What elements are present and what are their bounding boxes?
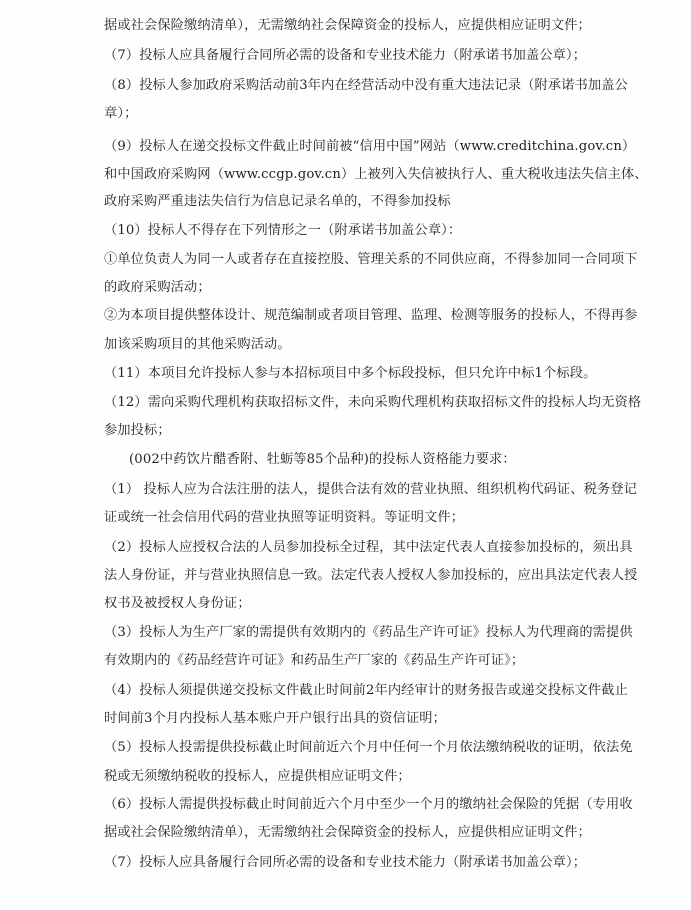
text-line: 政府采购严重违法失信行为信息记录名单的，不得参加投标 xyxy=(104,194,451,209)
text-line: （11）本项目允许投标人参与本招标项目中多个标段投标，但只允许中标1个标段。 xyxy=(104,366,597,381)
text-line: （10）投标人不得存在下列情形之一（附承诺书加盖公章）： xyxy=(104,223,462,238)
text-line: （7）投标人应具备履行合同所必需的设备和专业技术能力（附承诺书加盖公章）； xyxy=(104,855,587,870)
text-line: 据或社会保险缴纳清单），无需缴纳社会保障资金的投标人，应提供相应证明文件； xyxy=(104,18,591,33)
text-line: （4）投标人须提供递交投标文件截止时间前2年内经审计的财务报告或递交投标文件截止 xyxy=(104,683,628,698)
text-line: ①单位负责人为同一人或者存在直接控股、管理关系的不同供应商，不得参加同一合同项下 xyxy=(104,252,638,267)
text-line: （1） 投标人应为合法注册的法人，提供合法有效的营业执照、组织机构代码证、税务登记 xyxy=(104,482,638,497)
text-line: 证或统一社会信用代码的营业执照等证明资料。等证明文件； xyxy=(104,510,465,525)
text-line: 加该采购项目的其他采购活动。 xyxy=(104,337,291,352)
text-line: 和中国政府采购网（www.ccgp.gov.cn）上被列入失信被执行人、重大税收违法失信主体、 xyxy=(104,167,648,182)
text-line: （2）投标人应授权合法的人员参加投标全过程，其中法定代表人直接参加投标的，须出具 xyxy=(104,540,633,555)
text-line: 章）； xyxy=(104,106,138,121)
text-line: （5）投标人投需提供投标截止时间前近六个月中任何一个月依法缴纳税收的证明，依法免 xyxy=(104,740,633,755)
text-line: （7）投标人应具备履行合同所必需的设备和专业技术能力（附承诺书加盖公章）； xyxy=(104,48,587,63)
text-line: 法人身份证，并与营业执照信息一致。法定代表人授权人参加投标的，应出具法定代表人授 xyxy=(104,568,638,583)
text-line: 参加投标； xyxy=(104,423,171,438)
text-line: （3）投标人为生产厂家的需提供有效期内的《药品生产许可证》投标人为代理商的需提供 xyxy=(104,625,633,640)
text-line: 权书及被授权人身份证； xyxy=(104,596,251,611)
text-line: 税或无须缴纳税收的投标人，应提供相应证明文件； xyxy=(104,769,411,784)
text-line: （6）投标人需提供投标截止时间前近六个月中至少一个月的缴纳社会保险的凭据（专用收 xyxy=(104,797,633,812)
text-line: （8）投标人参加政府采购活动前3年内在经营活动中没有重大违法记录（附承诺书加盖公 xyxy=(104,78,628,93)
text-line: 有效期内的《药品经营许可证》和药品生产厂家的《药品生产许可证》； xyxy=(104,653,525,668)
text-line: （9）投标人在递交投标文件截止时间前被“信用中国”网站（www.creditchina.gov.cn） xyxy=(104,139,636,154)
text-line: （12）需向采购代理机构获取招标文件，未向采购代理机构获取招标文件的投标人均无资格 xyxy=(104,395,642,410)
text-line: ②为本项目提供整体设计、规范编制或者项目管理、监理、检测等服务的投标人，不得再参 xyxy=(104,308,638,323)
section-heading: (002中药饮片醋香附、牡蛎等85个品种)的投标人资格能力要求： xyxy=(129,452,516,467)
text-line: 据或社会保险缴纳清单），无需缴纳社会保障资金的投标人，应提供相应证明文件； xyxy=(104,825,591,840)
text-line: 时间前3个月内投标人基本账户开户银行出具的资信证明； xyxy=(104,711,446,726)
text-line: 的政府采购活动； xyxy=(104,280,211,295)
